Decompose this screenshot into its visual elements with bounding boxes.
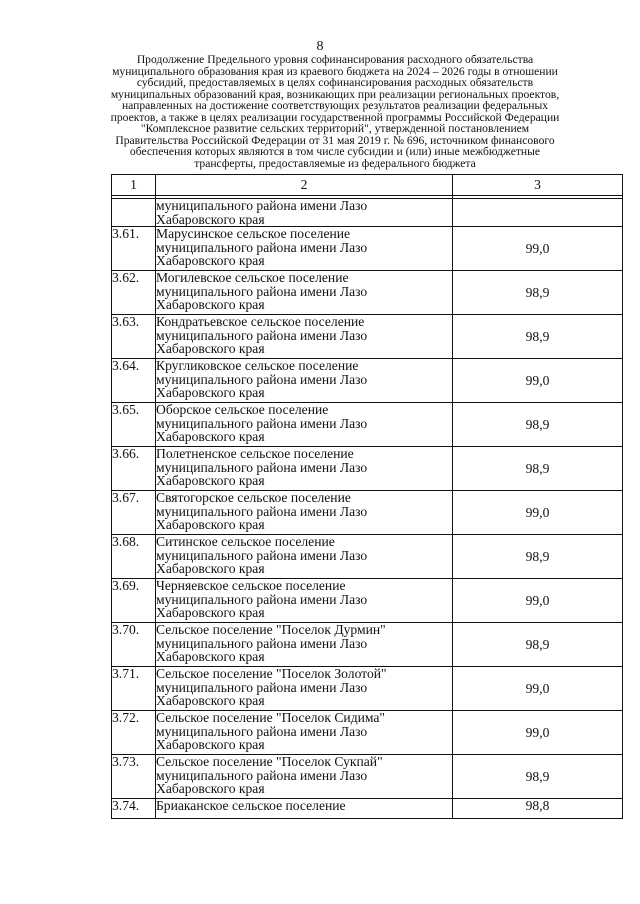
- row-name-line: Оборское сельское поселение: [156, 402, 329, 417]
- row-name-line: муниципального района имени Лазо: [156, 635, 368, 651]
- table-row: [112, 623, 623, 667]
- page-number: 8: [316, 39, 324, 54]
- row-name-cell: [156, 403, 453, 447]
- row-name-cell: [156, 271, 453, 315]
- row-name-cell: [156, 711, 453, 755]
- row-name-line: Сельское поселение "Поселок Золотой": [156, 666, 387, 681]
- row-name-line: Хабаровского края: [156, 341, 265, 356]
- table-row: [112, 667, 623, 711]
- table-header-row: [112, 175, 623, 196]
- table-row: [112, 403, 623, 447]
- heading-line: обеспечения которых являются в том числе субсидии и (или) иные межбюджетные: [129, 145, 541, 158]
- table-body: [112, 196, 623, 819]
- row-name-line: муниципального района имени Лазо: [156, 283, 368, 299]
- row-number-cell: 3.64.: [112, 359, 156, 403]
- row-number-cell: 3.70.: [112, 623, 156, 667]
- row-number-cell: 3.63.: [112, 315, 156, 359]
- row-name-line: Хабаровского края: [156, 605, 265, 620]
- row-number-cell: 3.72.: [112, 711, 156, 755]
- row-name-line: муниципального района имени Лазо: [156, 591, 368, 607]
- table-row: [112, 359, 623, 403]
- row-value-cell: 98,9: [453, 755, 623, 799]
- row-name-line: Хабаровского края: [156, 473, 265, 488]
- row-name-line: муниципального района имени Лазо: [156, 459, 368, 475]
- row-name-line: Хабаровского края: [156, 429, 265, 444]
- row-name-line: Бриаканское сельское поселение: [156, 798, 346, 813]
- row-number-cell: 3.61.: [112, 227, 156, 271]
- row-name-line: Хабаровского края: [156, 649, 265, 664]
- row-name-cell: [156, 359, 453, 403]
- row-name-line: Сельское поселение "Поселок Сукпай": [156, 754, 383, 769]
- row-number-cell: 3.62.: [112, 271, 156, 315]
- row-name-cell: [156, 579, 453, 623]
- heading-line: "Комплексное развитие сельских территорий", утвержденной постановлением: [140, 122, 530, 135]
- row-value-cell: 99,0: [453, 227, 623, 271]
- row-number-cell: 3.69.: [112, 579, 156, 623]
- row-name-line: Хабаровского края: [156, 297, 265, 312]
- row-name-cell: [156, 799, 453, 819]
- table-row: [112, 535, 623, 579]
- row-name-line: Кондратьевское сельское поселение: [156, 314, 365, 329]
- table-row: [112, 799, 623, 819]
- row-number-cell: 3.67.: [112, 491, 156, 535]
- column-header-value: 3: [453, 175, 623, 196]
- table-row: [112, 579, 623, 623]
- row-name-line: муниципального района имени Лазо: [156, 679, 368, 695]
- row-name-line: Хабаровского края: [156, 693, 265, 708]
- table-row: [112, 491, 623, 535]
- heading-line: проектов, а также в целях реализации государственной программы Российской Федерации: [110, 110, 560, 124]
- row-name-line: муниципального района имени Лазо: [156, 767, 368, 783]
- row-number-cell: 3.68.: [112, 535, 156, 579]
- row-value-cell: 99,0: [453, 667, 623, 711]
- row-name-line: Хабаровского края: [156, 737, 265, 752]
- row-number-cell: 3.66.: [112, 447, 156, 491]
- row-value-cell: 98,9: [453, 315, 623, 359]
- row-value-cell: 98,9: [453, 403, 623, 447]
- column-header-name: 2: [156, 175, 453, 196]
- table-row: [112, 315, 623, 359]
- row-name-line: Хабаровского края: [156, 517, 265, 532]
- row-name-line: муниципального района имени Лазо: [156, 239, 368, 255]
- row-value-cell: 98,9: [453, 535, 623, 579]
- row-name-line: Хабаровского края: [156, 385, 265, 400]
- row-value-cell: 98,9: [453, 623, 623, 667]
- heading-line: субсидий, предоставляемых в целях софинансирования расходных обязательств: [136, 76, 534, 89]
- row-name-line: муниципального района имени Лазо: [156, 503, 368, 519]
- heading-line: Продолжение Предельного уровня софинансирования расходного обязательства: [136, 53, 534, 66]
- row-value-cell: 99,0: [453, 711, 623, 755]
- row-number-cell: 3.71.: [112, 667, 156, 711]
- table-row-continuation: [112, 199, 623, 227]
- row-number-cell: 3.65.: [112, 403, 156, 447]
- row-value-cell: 99,0: [453, 579, 623, 623]
- row-name-cell: [156, 227, 453, 271]
- table-row: [112, 711, 623, 755]
- row-name-line: муниципального района имени Лазо: [156, 327, 368, 343]
- heading-line: муниципального образования края из краевого бюджета на 2024 – 2026 годы в отношении: [112, 64, 558, 78]
- row-name-line: Могилевское сельское поселение: [156, 270, 349, 285]
- row-name-cell: [156, 315, 453, 359]
- row-value-cell: 98,9: [453, 447, 623, 491]
- row-value-cell: 99,0: [453, 491, 623, 535]
- heading-line: направленных на достижение соответствующих результатов реализации федеральных: [121, 99, 549, 112]
- table-row: [112, 447, 623, 491]
- row-name-line: Сельское поселение "Поселок Дурмин": [156, 622, 386, 637]
- row-name-line: муниципального района имени Лазо: [156, 415, 368, 431]
- row-name-line: муниципального района имени Лазо: [156, 547, 368, 563]
- row-value-cell: 98,8: [453, 799, 623, 819]
- row-number-cell: 3.74.: [112, 799, 156, 819]
- row-name-line: Хабаровского края: [156, 211, 265, 227]
- row-name-cell: [156, 447, 453, 491]
- row-name-line: муниципального района имени Лазо: [156, 198, 368, 213]
- row-value-cell: [453, 199, 623, 227]
- row-name-line: муниципального района имени Лазо: [156, 371, 368, 387]
- row-name-cell: [156, 491, 453, 535]
- row-value-cell: 98,9: [453, 271, 623, 315]
- row-name-line: Черняевское сельское поселение: [156, 578, 346, 593]
- row-name-line: Хабаровского края: [156, 781, 265, 796]
- row-name-line: Марусинское сельское поселение: [156, 226, 351, 241]
- subsidy-table: [111, 174, 623, 819]
- row-name-line: муниципального района имени Лазо: [156, 723, 368, 739]
- row-value-cell: 99,0: [453, 359, 623, 403]
- row-name-line: Ситинское сельское поселение: [156, 534, 335, 549]
- table-row: [112, 755, 623, 799]
- row-name-cell: [156, 623, 453, 667]
- row-name-line: Хабаровского края: [156, 561, 265, 576]
- row-name-line: Кругликовское сельское поселение: [156, 358, 359, 373]
- table-row: [112, 271, 623, 315]
- row-name-cell: [156, 667, 453, 711]
- row-name-cell: [156, 199, 453, 227]
- row-name-line: Полетненское сельское поселение: [156, 446, 354, 461]
- row-number-cell: 3.73.: [112, 755, 156, 799]
- row-name-line: Святогорское сельское поселение: [156, 490, 351, 505]
- heading-line: Правительства Российской Федерации от 31 мая 2019 г. № 696, источником финансового: [115, 133, 555, 147]
- heading-line: трансферты, предоставляемые из федерального бюджета: [194, 156, 476, 170]
- row-name-cell: [156, 755, 453, 799]
- row-name-cell: [156, 535, 453, 579]
- row-name-line: Сельское поселение "Поселок Сидима": [156, 710, 385, 725]
- table-row: [112, 227, 623, 271]
- row-number-cell: [112, 199, 156, 227]
- column-header-number: 1: [112, 175, 156, 196]
- document-heading: [100, 54, 570, 169]
- heading-line: муниципальных образований края, возникающих при реализации региональных проектов,: [110, 87, 560, 101]
- row-name-line: Хабаровского края: [156, 253, 265, 268]
